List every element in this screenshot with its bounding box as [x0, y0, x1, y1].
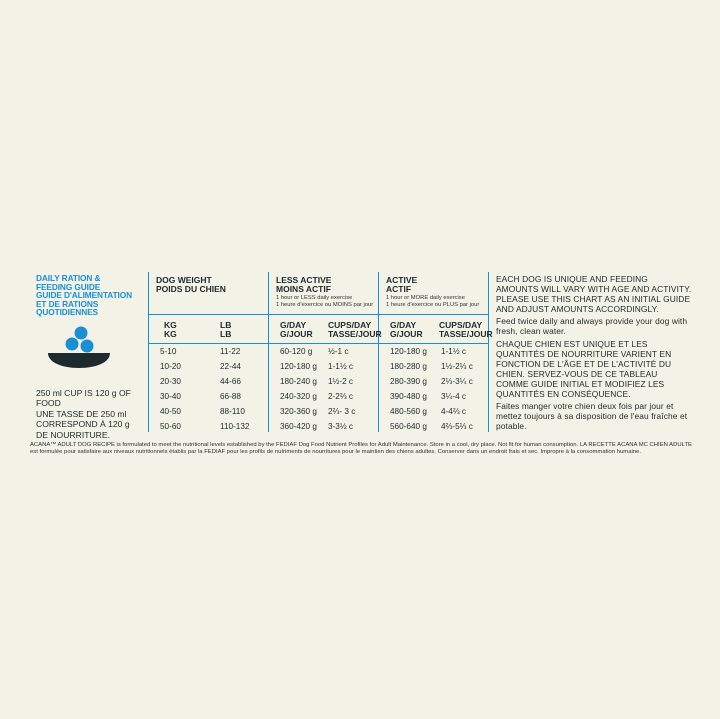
cup-conversion-note: 250 ml CUP IS 120 g OF FOOD UNE TASSE DE 250 ml CORRESPOND À 120 g DE NOURRITURE.: [36, 388, 131, 440]
lb-cell: 22-44: [220, 362, 241, 371]
cups-active-cell: 2⅓-3¼ c: [441, 377, 473, 386]
divider: [378, 272, 379, 432]
lb-cell: 11-22: [220, 347, 241, 356]
cups-active-cell: 1½-2⅓ c: [441, 362, 473, 371]
note-en-caps: EACH DOG IS UNIQUE AND FEEDING AMOUNTS WILL VARY WITH AGE AND ACTIVITY. PLEASE USE THIS CHART AS AN INITIAL GUIDE AND ADJUST AMOUNTS ACCORDINGLY.: [496, 274, 692, 315]
cups-less-cell: 1-1½ c: [328, 362, 354, 371]
cups-less-cell: 1½-2 c: [328, 377, 354, 386]
g-less-cell: 60-120 g: [280, 347, 313, 356]
cups-day-less-header: CUPS/DAY TASSE/JOUR: [328, 320, 382, 339]
cups-active-cell: 3¼-4 c: [441, 392, 467, 401]
food-bowl-icon: [48, 324, 110, 368]
kg-column-header: KG KG: [164, 320, 177, 339]
g-less-cell: 320-360 g: [280, 407, 317, 416]
kg-cell: 40-50: [160, 407, 181, 416]
cups-less-cell: 2-2⅔ c: [328, 392, 354, 401]
less-active-subtitle: 1 hour or LESS daily exercise 1 heure d'exercice ou MOINS par jour: [276, 295, 374, 308]
kg-cell: 10-20: [160, 362, 181, 371]
note-fr-tip: Faites manger votre chien deux fois par jour et mettez toujours à sa disposition de l'eau fraîche et potable.: [496, 401, 688, 432]
cups-active-cell: 4⅔-5⅓ c: [441, 422, 473, 431]
cups-active-cell: 1-1½ c: [441, 347, 467, 356]
divider: [148, 314, 488, 315]
guide-title: DAILY RATION & FEEDING GUIDE GUIDE D'ALIMENTATION ET DE RATIONS QUOTIDIENNES: [36, 273, 132, 318]
legal-footer: ACANA™ ADULT DOG RECIPE is formulated to meet the nutritional levels established by the FEDIAF Dog Food Nutrient Profiles for Adult Maintenance. Store in a cool, dry place. Not fit for human consumption. LA RECETTE ACANA MC CHIEN ADULTE est formulée pour satisfaire aux niveaux nutritionnels établis par la FEDIAF pour les profils de nutriments de nourritures pour le maintien des chiens adultes. Conserver dans un endroit frais et sec. Impropre à la consommation humaine.: [30, 442, 692, 456]
g-active-cell: 180-280 g: [390, 362, 427, 371]
g-day-active-header: G/DAY G/JOUR: [390, 320, 423, 339]
note-fr-caps: CHAQUE CHIEN EST UNIQUE ET LES QUANTITÉS DE NOURRITURE VARIENT EN FONCTION DE L'ÂGE ET DE L'ACTIVITÉ DU CHIEN. SERVEZ-VOUS DE CE TABLEAU COMME GUIDE INITIAL ET MODIFIEZ LES QUANTITÉS EN CONSÉQUENCE.: [496, 338, 672, 400]
divider: [148, 272, 149, 432]
note-en-tip: Feed twice daily and always provide your dog with fresh, clean water.: [496, 316, 688, 337]
cups-day-active-header: CUPS/DAY TASSE/JOUR: [439, 320, 493, 339]
kg-cell: 5-10: [160, 347, 177, 356]
less-active-header: LESS ACTIVE MOINS ACTIF: [276, 275, 332, 294]
guide-title-block: [36, 273, 146, 440]
feeding-notes: [496, 274, 692, 433]
lb-cell: 66-88: [220, 392, 241, 401]
g-active-cell: 120-180 g: [390, 347, 427, 356]
g-less-cell: 120-180 g: [280, 362, 317, 371]
g-active-cell: 560-640 g: [390, 422, 427, 431]
divider: [268, 272, 269, 432]
lb-column-header: LB LB: [220, 320, 232, 339]
cups-less-cell: ½-1 c: [328, 347, 349, 356]
cups-less-cell: 2⅔- 3 c: [328, 407, 356, 416]
kg-cell: 30-40: [160, 392, 181, 401]
divider: [488, 272, 489, 432]
g-less-cell: 240-320 g: [280, 392, 317, 401]
kg-cell: 20-30: [160, 377, 181, 386]
g-active-cell: 280-390 g: [390, 377, 427, 386]
kg-cell: 50-60: [160, 422, 181, 431]
active-header: ACTIVE ACTIF: [386, 275, 418, 294]
lb-cell: 110-132: [220, 422, 250, 431]
lb-cell: 44-66: [220, 377, 241, 386]
feeding-guide-panel: [30, 270, 690, 438]
cups-active-cell: 4-4⅔ c: [441, 407, 467, 416]
g-less-cell: 180-240 g: [280, 377, 317, 386]
g-active-cell: 390-480 g: [390, 392, 427, 401]
lb-cell: 88-110: [220, 407, 245, 416]
cups-less-cell: 3-3½ c: [328, 422, 354, 431]
active-subtitle: 1 hour or MORE daily exercise 1 heure d'exercice ou PLUS par jour: [386, 295, 480, 308]
dog-weight-header: DOG WEIGHT POIDS DU CHIEN: [156, 275, 226, 294]
g-active-cell: 480-560 g: [390, 407, 427, 416]
divider: [148, 343, 488, 344]
g-less-cell: 360-420 g: [280, 422, 317, 431]
g-day-less-header: G/DAY G/JOUR: [280, 320, 313, 339]
